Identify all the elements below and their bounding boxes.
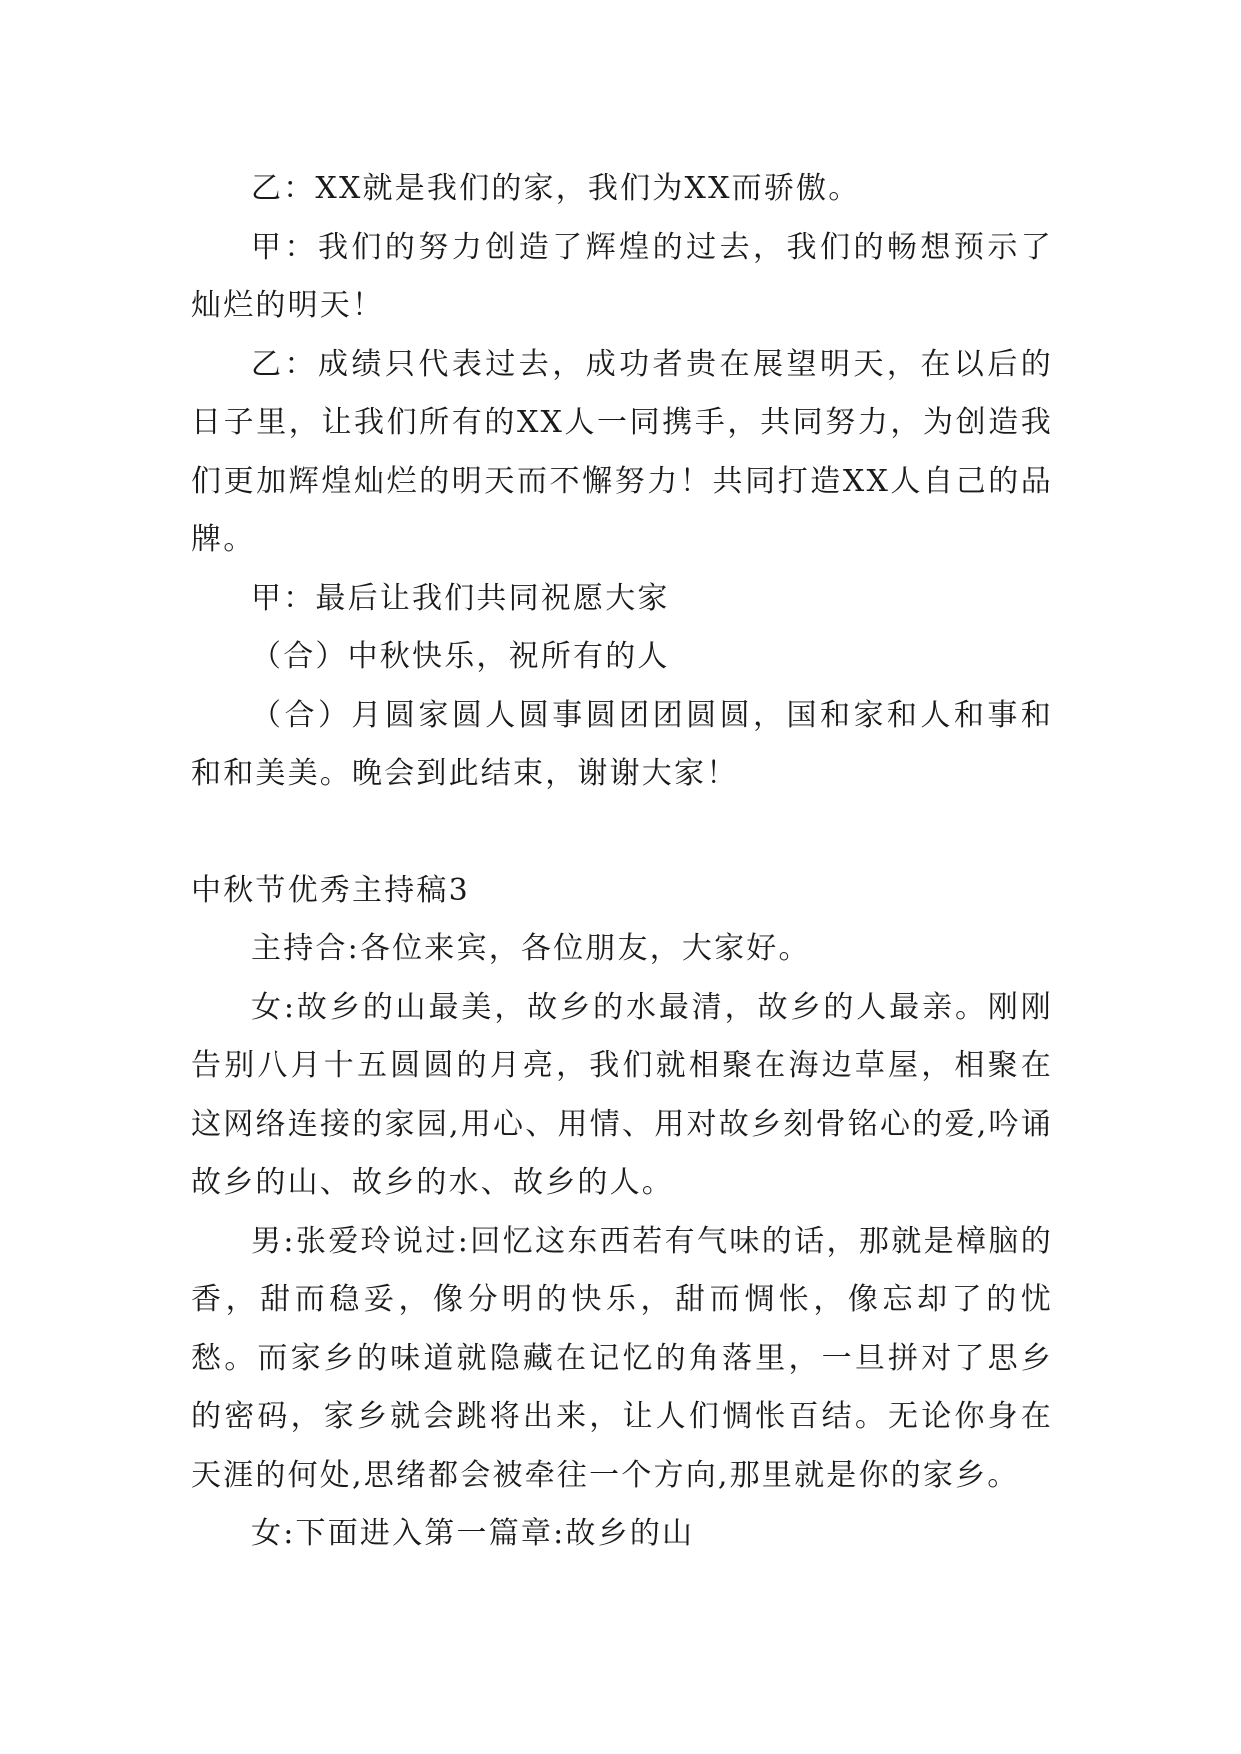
- paragraph: 男:张爱玲说过:回忆这东西若有气味的话，那就是樟脑的香，甜而稳妥，像分明的快乐，甜而惆怅，像忘却了的忧愁。而家乡的味道就隐藏在记忆的角落里，一旦拼对了思乡的密码，家乡就会跳将出来，让人们惆怅百结。无论你身在天涯的何处,思绪都会被牵往一个方向,那里就是你的家乡。: [191, 1223, 1053, 1493]
- paragraph: 女:下面进入第一篇章:故乡的山: [251, 1516, 695, 1551]
- paragraph: 甲：我们的努力创造了辉煌的过去，我们的畅想预示了灿烂的明天！: [191, 229, 1053, 323]
- paragraph: 乙：XX就是我们的家，我们为XX而骄傲。: [251, 171, 861, 206]
- paragraph: 甲：最后让我们共同祝愿大家: [251, 580, 670, 616]
- paragraph: 主持合:各位来宾，各位朋友，大家好。: [251, 931, 811, 966]
- section-heading: 中秋节优秀主持稿3: [191, 872, 470, 908]
- paragraph: （合）中秋快乐，祝所有的人: [251, 639, 670, 674]
- paragraph: （合）月圆家圆人圆事圆团团圆圆，国和家和人和事和和和美美。晚会到此结束，谢谢大家！: [191, 697, 1053, 791]
- paragraph: 女:故乡的山最美，故乡的水最清，故乡的人最亲。刚刚告别八月十五圆圆的月亮，我们就相聚在海边草屋，相聚在这网络连接的家园,用心、用情、用对故乡刻骨铭心的爱,吟诵故乡的山、故乡的水、故乡的人。: [191, 989, 1053, 1200]
- paragraph: 乙：成绩只代表过去，成功者贵在展望明天，在以后的日子里，让我们所有的XX人一同携手，共同努力，为创造我们更加辉煌灿烂的明天而不懈努力！共同打造XX人自己的品牌。: [191, 346, 1053, 557]
- document-body: [191, 160, 1053, 1564]
